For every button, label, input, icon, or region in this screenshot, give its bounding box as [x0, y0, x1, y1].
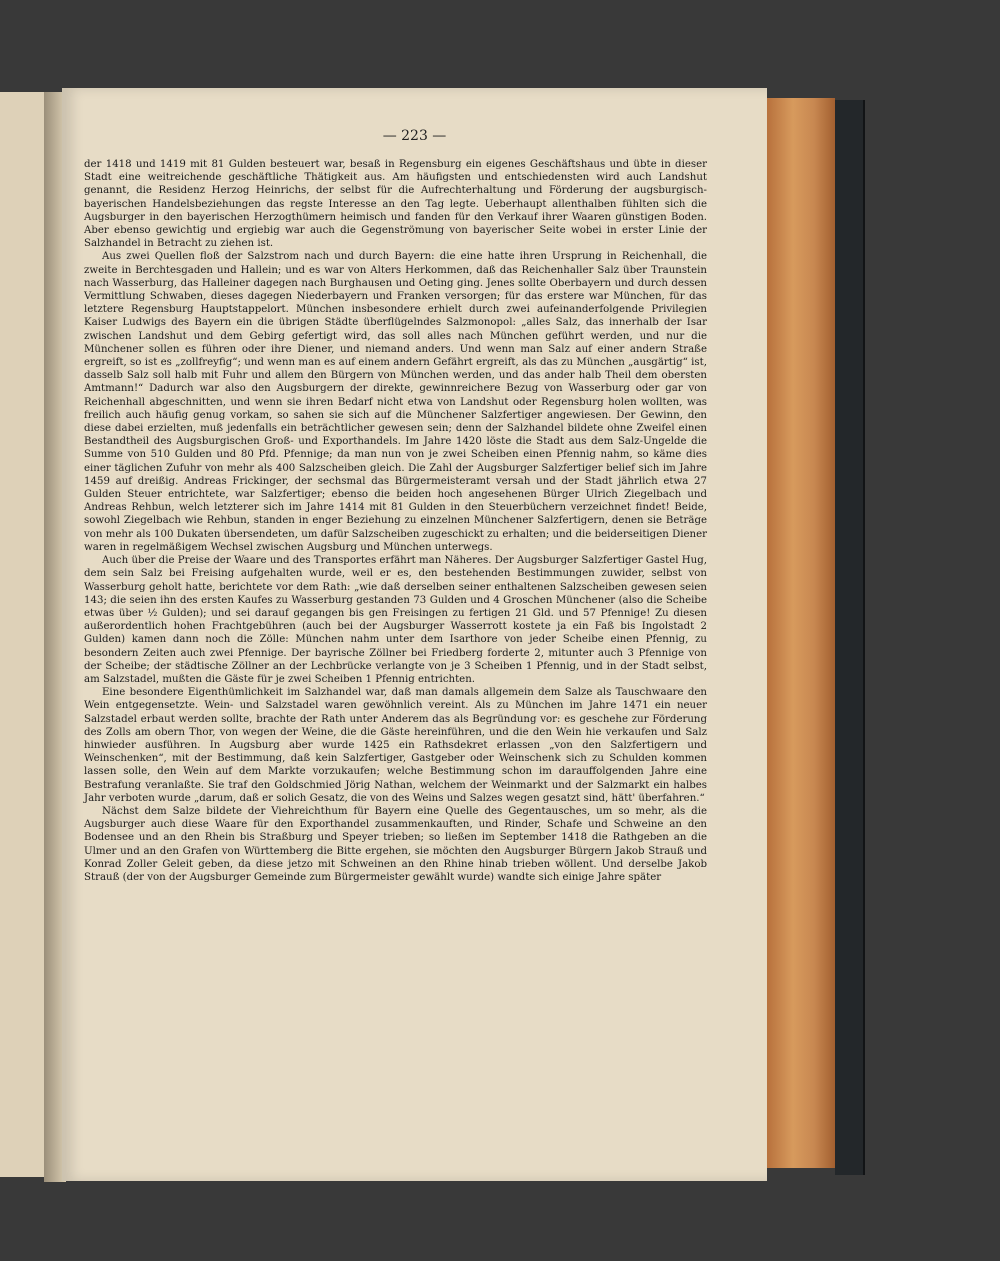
book-page [62, 88, 767, 1181]
page-block-edge [765, 98, 835, 1168]
book-cover [835, 100, 865, 1175]
paragraph: der 1418 und 1419 mit 81 Gulden besteuert war, besaß in Regensburg ein eigenes Geschäftshaus und übte in dieser Stadt eine weitreichende geschäftliche Thätigkeit aus. Am häufigsten und entschiedensten wird auch Landshut genannt, die Residenz Herzog Heinrichs, der selbst für die Aufrechterhaltung und Förderung der augsburgisch-bayerischen Handelsbeziehungen das regste Interesse an den Tag legte. Ueberhaupt allenthalben fühlten sich die Augsburger in den bayerischen Herzogthümern heimisch und fanden für den Verkauf ihrer Waaren günstigen Boden. Aber ebenso gewichtig und ergiebig war auch die Gegenströmung von bayerischer Seite wobei in erster Linie der Salzhandel in Betracht zu ziehen ist. [84, 159, 707, 250]
paragraph: Aus zwei Quellen floß der Salzstrom nach und durch Bayern: die eine hatte ihren Ursprung in Reichenhall, die zweite in Berchtesgaden und Hallein; und es war von Alters Herkommen, daß das Reichenhaller Salz über Traunstein nach Wasserburg, das Halleiner dagegen nach Burghausen und Oeting ging. Jenes sollte Oberbayern und durch dessen Vermittlung Schwaben, dieses dagegen Niederbayern und Franken versorgen; für das erstere war München, für das letztere Regensburg Hauptstappelort. München insbesondere erhielt durch zwei aufeinanderfolgende Privilegien Kaiser Ludwigs des Bayern ein die übrigen Städte überflügelndes Salzmonopol: „alles Salz, das innerhalb der Isar zwischen Landshut und dem Gebirg gefertigt wird, das soll alles nach München geführt werden, und nur die Münchener sollen es führen oder ihre Diener, und niemand anders. Und wenn man Salz auf einer andern Straße ergreift, so ist es „zollfreyfig“; und wenn man es auf einem andern Gefährt ergreift, als das zu München „ausgärtig“ ist, dasselb Salz soll halb mit Fuhr und allem den Bürgern von München werden, und das ander halb Theil dem obersten Amtmann!“ Dadurch war also den Augsburgern der direkte, gewinnreichere Bezug von Wasserburg oder gar von Reichenhall abgeschnitten, und wenn sie ihren Bedarf nicht etwa von Landshut oder Regensburg holen wollten, was freilich auch häufig genug vorkam, so sahen sie sich auf die Münchener Salzfertiger angewiesen. Der Gewinn, den diese dabei erzielten, muß jedenfalls ein beträchtlicher gewesen sein; denn der Salzhandel bildete ohne Zweifel einen Bestandtheil des Augsburgischen Groß- und Exporthandels. Im Jahre 1420 löste die Stadt aus dem Salz-Ungelde die Summe von 510 Gulden und 80 Pfd. Pfennige; da man nun von je zwei Scheiben einen Pfennig nahm, so käme dies einer täglichen Zufuhr von mehr als 400 Salzscheiben gleich. Die Zahl der Augsburger Salzfertiger belief sich im Jahre 1459 auf dreißig. Andreas Frickinger, der sechsmal das Bürgermeisteramt versah und der Stadt jährlich etwa 27 Gulden Steuer entrichtete, war Salzfertiger; ebenso die beiden hoch angesehenen Bürger Ulrich Ziegelbach und Andreas Rehbun, welch letzterer sich im Jahre 1414 mit 81 Gulden in den Steuerbüchern verzeichnet findet! Beide, sowohl Ziegelbach wie Rehbun, standen in enger Beziehung zu einzelnen Münchener Salzfertigern, denen sie Beträge von mehr als 100 Dukaten übersendeten, um dafür Salzscheiben zugeschickt zu erhalten; und die beiderseitigen Diener waren in regelmäßigem Wechsel zwischen Augsburg und München unterwegs. [84, 251, 707, 553]
page-text [84, 158, 707, 884]
paragraph: Nächst dem Salze bildete der Viehreichthum für Bayern eine Quelle des Gegentausches, um so mehr, als die Augsburger auch diese Waare für den Exporthandel zusammenkauften, und Rinder, Schafe und Schweine an den Bodensee und an den Rhein bis Straßburg und Speyer trieben; so ließen im September 1418 die Rathgeben an die Ulmer und an den Grafen von Württemberg die Bitte ergehen, sie möchten den Augsburger Bürgern Jakob Strauß und Konrad Zoller Geleit geben, da diese jetzo mit Schweinen an den Rhine hinab trieben wöllent. Und derselbe Jakob Strauß (der von der Augsburger Gemeinde zum Bürgermeister gewählt wurde) wandte sich einige Jahre später [84, 805, 707, 883]
page-number: — 223 — [382, 128, 447, 144]
paragraph: Eine besondere Eigenthümlichkeit im Salzhandel war, daß man damals allgemein dem Salze als Tauschwaare den Wein entgegensetzte. Wein- und Salzstadel waren gewöhnlich vereint. Als zu München im Jahre 1471 ein neuer Salzstadel erbaut werden sollte, brachte der Rath unter Anderem das als Begründung vor: es geschehe zur Förderung des Zolls am obern Thor, von wegen der Weine, die die Gäste hereinführen, und die den Wein hie verkaufen und Salz hinwieder ausführen. In Augsburg aber wurde 1425 ein Rathsdekret erlassen „von den Salzfertigern und Weinschenken“, mit der Bestimmung, daß kein Salzfertiger, Gastgeber oder Weinschenk sich zu Schulden kommen lassen solle, den Wein auf dem Markte vorzukaufen; welche Bestimmung schon im darauffolgenden Jahre eine Bestrafung veranlaßte. Sie traf den Goldschmied Jörig Nathan, welchem der Weinmarkt und der Salzmarkt ein halbes Jahr verboten wurde „darum, daß er solich Gesatz, die von des Weins und Salzes wegen gesatzt sind, hätt' überfahren.“ [84, 687, 707, 804]
paragraph: Auch über die Preise der Waare und des Transportes erfährt man Näheres. Der Augsburger Salzfertiger Gastel Hug, dem sein Salz bei Freising aufgehalten wurde, weil er es, den bestehenden Bestimmungen zuwider, selbst von Wasserburg geholt hatte, berichtete vor dem Rath: „wie daß derselben seiner enthaltenen Salzscheiben gewesen seien 143; die seien ihn des ersten Kaufes zu Wasserburg gestanden 73 Gulden und 4 Groschen Münchener (also die Scheibe etwas über ½ Gulden); und sei darauf gegangen bis gen Freisingen zu fertigen 21 Gld. und 57 Pfennige! Zu diesen außerordentlich hohen Frachtgebühren (auch bei der Augsburger Wasserrott kostete ja ein Faß bis Ingolstadt 2 Gulden) kamen dann noch die Zölle: München nahm unter dem Isarthore von jeder Scheibe einen Pfennig, zu besondern Zeiten auch zwei Pfennige. Der bayrische Zöllner bei Friedberg forderte 2, mitunter auch 3 Pfennige von der Scheibe; der städtische Zöllner an der Lechbrücke verlangte von je 3 Scheiben 1 Pfennig, und in der Stadt selbst, am Salzstadel, mußten die Gäste für je zwei Scheiben 1 Pfennig entrichten. [84, 555, 707, 685]
left-page-edge [0, 92, 45, 1177]
